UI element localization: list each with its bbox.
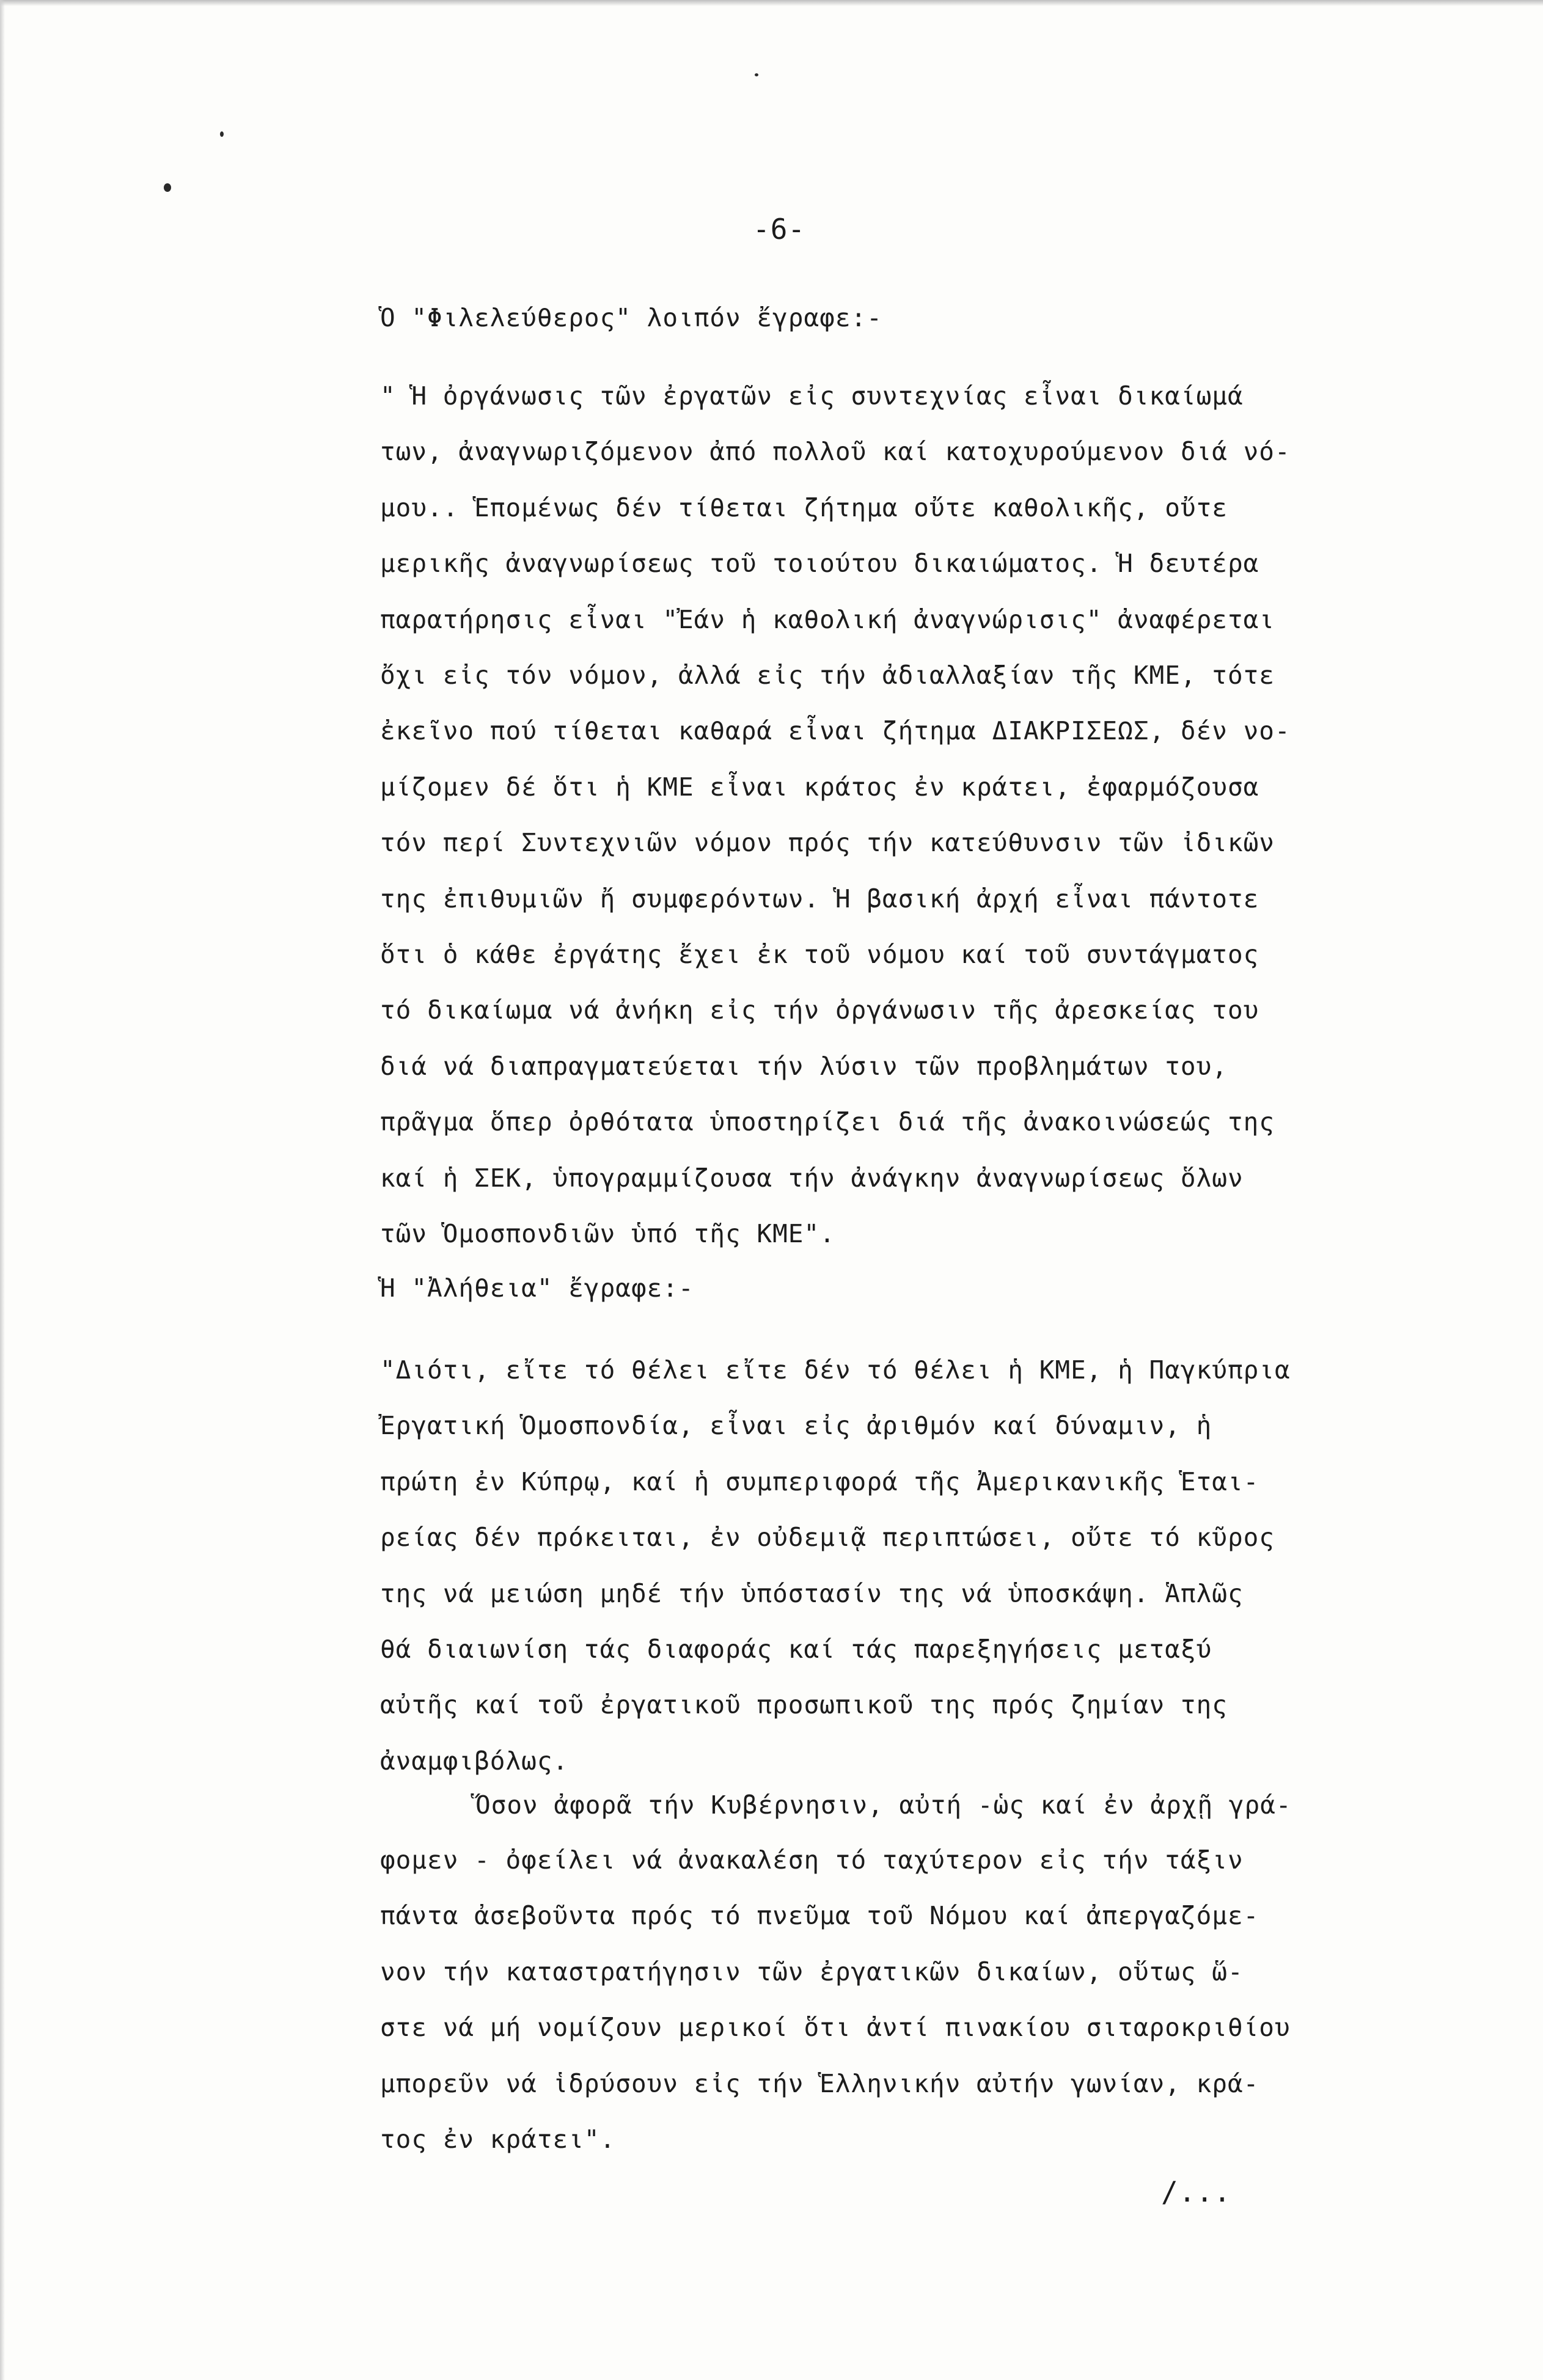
text-line: νον τήν καταστρατήγησιν τῶν ἐργατικῶν δικαίων, οὕτως ὥ- [380, 1957, 1244, 1986]
text-line: της νά μειώση μηδέ τήν ὑπόστασίν της νά ὑποσκάψη. Ἁπλῶς [380, 1578, 1244, 1608]
text-line: Ἐργατική Ὁμοσπονδία, εἶναι εἰς ἀριθμόν καί δύναμιν, ἡ [380, 1411, 1212, 1441]
text-line: πρᾶγμα ὅπερ ὀρθότατα ὑποστηρίζει διά τῆς ἀνακοινώσεώς της [380, 1107, 1275, 1137]
paragraph-2-intro: Ἡ "Ἀλήθεια" ἔγραφε:- [380, 1273, 694, 1303]
text-line: στε νά μή νομίζουν μερικοί ὅτι ἀντί πινακίου σιταροκριθίου [380, 2013, 1291, 2043]
text-line: " Ἡ ὀργάνωσις τῶν ἐργατῶν εἰς συντεχνίας εἶναι δικαίωμά [380, 381, 1244, 411]
text-line: ἐκεῖνο πού τίθεται καθαρά εἶναι ζήτημα ΔΙΑΚΡΙΣΕΩΣ, δέν νο- [380, 716, 1291, 746]
text-line: μου.. Ἑπομένως δέν τίθεται ζήτημα οὔτε καθολικῆς, οὔτε [380, 492, 1228, 522]
text-line: παρατήρησις εἶναι "Ἐάν ἡ καθολική ἀναγνώρισις" ἀναφέρεται [380, 604, 1275, 634]
scan-speck [220, 131, 224, 137]
text-line: τος ἐν κράτει". [380, 2125, 616, 2154]
paragraph-3-first-line: Ὅσον ἀφορᾶ τήν Κυβέρνησιν, αὐτή -ὡς καί ἐν ἀρχῇ γρά- [475, 1790, 1292, 1820]
text-line: τόν περί Συντεχνιῶν νόμον πρός τήν κατεύθυνσιν τῶν ἰδικῶν [380, 828, 1275, 858]
text-line: φομεν - ὀφείλει νά ἀνακαλέση τό ταχύτερον εἰς τήν τάξιν [380, 1845, 1244, 1875]
scan-speck [755, 73, 758, 76]
text-line: μπορεῦν νά ἱδρύσουν εἰς τήν Ἑλληνικήν αὐτήν γωνίαν, κρά- [380, 2068, 1259, 2098]
text-line: αὐτῆς καί τοῦ ἐργατικοῦ προσωπικοῦ της πρός ζημίαν της [380, 1690, 1228, 1720]
text-line: θά διαιωνίση τάς διαφοράς καί τάς παρεξηγήσεις μεταξύ [380, 1635, 1212, 1664]
scan-speck [164, 183, 171, 192]
paragraph-1-intro: Ὁ "Φιλελεύθερος" λοιπόν ἔγραφε:- [380, 303, 882, 332]
text-line: πάντα ἀσεβοῦντα πρός τό πνεῦμα τοῦ Νόμου καί ἀπεργαζόμε- [380, 1901, 1259, 1931]
text-line: "Διότι, εἴτε τό θέλει εἴτε δέν τό θέλει ἡ ΚΜΕ, ἡ Παγκύπρια [380, 1355, 1291, 1385]
text-line: μερικῆς ἀναγνωρίσεως τοῦ τοιούτου δικαιώματος. Ἡ δευτέρα [380, 549, 1259, 579]
text-line: ὅτι ὁ κάθε ἐργάτης ἔχει ἐκ τοῦ νόμου καί τοῦ συντάγματος [380, 940, 1259, 969]
text-line: ρείας δέν πρόκειται, ἐν οὐδεμιᾷ περιπτώσει, οὔτε τό κῦρος [380, 1523, 1275, 1553]
page-number: -6- [753, 213, 806, 246]
text-line: τῶν Ὁμοσπονδιῶν ὑπό τῆς ΚΜΕ". [380, 1219, 835, 1248]
scan-left-edge [0, 0, 5, 2380]
continuation-mark: /... [1161, 2175, 1231, 2208]
text-line: πρώτη ἐν Κύπρῳ, καί ἡ συμπεριφορά τῆς Ἀμερικανικῆς Ἑται- [380, 1466, 1259, 1496]
text-line: μίζομεν δέ ὅτι ἡ ΚΜΕ εἶναι κράτος ἐν κράτει, ἐφαρμόζουσα [380, 772, 1259, 802]
text-line: τό δικαίωμα νά ἀνήκη εἰς τήν ὀργάνωσιν τῆς ἀρεσκείας του [380, 995, 1259, 1025]
text-line: ἀναμφιβόλως. [380, 1746, 569, 1776]
text-line: καί ἡ ΣΕΚ, ὑπογραμμίζουσα τήν ἀνάγκην ἀναγνωρίσεως ὅλων [380, 1163, 1244, 1193]
text-line: της ἐπιθυμιῶν ἤ συμφερόντων. Ἡ βασική ἀρχή εἶναι πάντοτε [380, 884, 1259, 914]
scan-top-edge [0, 0, 1543, 6]
text-line: διά νά διαπραγματεύεται τήν λύσιν τῶν προβλημάτων του, [380, 1051, 1228, 1081]
text-line: ὄχι εἰς τόν νόμον, ἀλλά εἰς τήν ἀδιαλλαξίαν τῆς ΚΜΕ, τότε [380, 661, 1275, 690]
text-line: των, ἀναγνωριζόμενον ἀπό πολλοῦ καί κατοχυρούμενον διά νό- [380, 437, 1291, 467]
